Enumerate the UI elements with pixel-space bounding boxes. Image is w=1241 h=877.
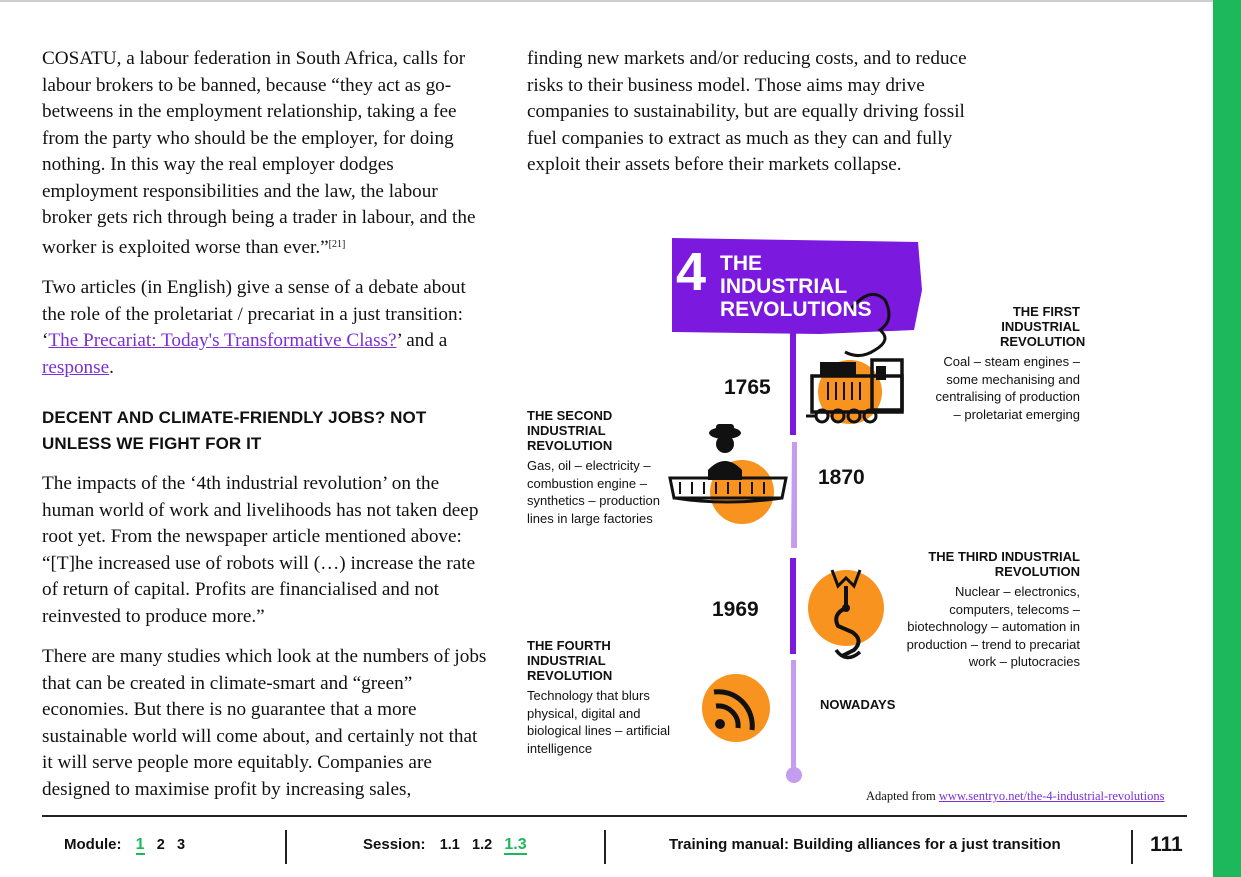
title-number: 4 <box>676 242 707 302</box>
paragraph-continued: finding new markets and/or reducing costs, and to reduce risks to their business model. Those aims may drive companies to sustainability, but are equally driving fossil fuel companies to extract as much as they can and fully exploit their assets before their markets collapse. <box>527 48 967 175</box>
footnote-ref[interactable]: [21] <box>328 238 346 250</box>
paragraph-articles: Two articles (in English) give a sense of a debate about the role of the proletariat / precariat in a just transition: ‘The Precariat: Today's Transformative Class?’ and a response. <box>42 277 466 378</box>
manual-title: Training manual: Building alliances for a just transition <box>669 836 1061 853</box>
year-1765: 1765 <box>724 376 771 399</box>
footer-separator-1 <box>285 830 287 864</box>
factory-worker-icon <box>670 424 786 524</box>
timeline-end-dot <box>786 767 802 783</box>
paragraph-4th-revolution: The impacts of the ‘4th industrial revolution’ on the human world of work and livelihoods has not taken deep root yet. From the newspaper article mentioned above: “[T]he increased use of robots will (…) increase the rate of return of capital. Profits are financialised and not reinvested to produce more.” <box>42 473 479 627</box>
stage-third: THE THIRD INDUSTRIAL REVOLUTION Nuclear – electronics, computers, telecoms – biotechnology – automation in production – trend to precariat work – plutocracies <box>906 549 1080 669</box>
stage-second: THE SECOND INDUSTRIAL REVOLUTION Gas, oil – electricity – combustion engine – synthetics – production lines in large factories <box>527 408 660 526</box>
title-text: THE INDUSTRIAL REVOLUTIONS <box>720 252 872 321</box>
section-heading: DECENT AND CLIMATE-FRIENDLY JOBS? NOT UNLESS WE FIGHT FOR IT <box>42 408 427 453</box>
right-column <box>527 46 977 193</box>
footer-separator-2 <box>604 830 606 864</box>
page-number: 111 <box>1150 833 1183 856</box>
industrial-revolutions-infographic <box>520 230 1090 790</box>
stage-first: THE FIRST INDUSTRIAL REVOLUTION Coal – steam engines – some mechanising and centralising of production – proletariat emerging <box>935 304 1086 422</box>
left-column <box>42 46 492 817</box>
session-label: Session: <box>363 836 426 853</box>
year-1870: 1870 <box>818 466 865 489</box>
module-link-3[interactable]: 3 <box>177 837 186 853</box>
module-link-2[interactable]: 2 <box>156 837 165 853</box>
session-link-1-3[interactable]: 1.3 <box>504 836 527 853</box>
session-nav <box>363 836 535 854</box>
link-response[interactable]: response <box>42 356 110 378</box>
footer-divider <box>42 815 1187 817</box>
paragraph-green-jobs: There are many studies which look at the numbers of jobs that can be created in climate-smart and “green” economies. But there is no guarantee that a more sustainable world will come about, and certainly not that it will serve people more equitably. Companies are designed to maximise profit by increasing sales, <box>42 646 487 800</box>
robot-arm-icon <box>808 570 884 658</box>
session-link-1-2[interactable]: 1.2 <box>472 837 493 853</box>
timeline-segment-3 <box>790 558 796 654</box>
green-side-bar <box>1213 0 1241 877</box>
module-nav <box>64 836 193 854</box>
timeline-segment-2 <box>791 442 797 548</box>
footer-separator-3 <box>1131 830 1133 864</box>
timeline-segment-4 <box>791 660 796 770</box>
wifi-signal-icon <box>702 674 770 742</box>
stage-fourth: THE FOURTH INDUSTRIAL REVOLUTION Technology that blurs physical, digital and biological lines – artificial intelligence <box>527 638 671 756</box>
timeline-segment-1 <box>790 330 796 435</box>
session-link-1-1[interactable]: 1.1 <box>439 837 460 853</box>
source-link[interactable]: www.sentryo.net/the-4-industrial-revolutions <box>938 789 1165 803</box>
module-label: Module: <box>64 836 122 853</box>
module-link-1[interactable]: 1 <box>135 836 145 853</box>
link-precariat-article[interactable]: The Precariat: Today's Transformative Class? <box>48 330 397 351</box>
paragraph-cosatu: COSATU, a labour federation in South Africa, calls for labour brokers to be banned, because “they act as go-betweens in the employment relationship, taking a fee from the party who should be the employer, for doing nothing. In this way the real employer dodges employment responsibilities and the law, the labour broker gets rich through being a trader in labour, and the worker is exploited worse than ever.”[21] <box>42 48 476 258</box>
top-border <box>0 0 1213 2</box>
label-nowadays: NOWADAYS <box>820 697 896 712</box>
infographic-caption: Adapted from www.sentryo.net/the-4-industrial-revolutions <box>866 789 1165 803</box>
year-1969: 1969 <box>712 598 759 621</box>
